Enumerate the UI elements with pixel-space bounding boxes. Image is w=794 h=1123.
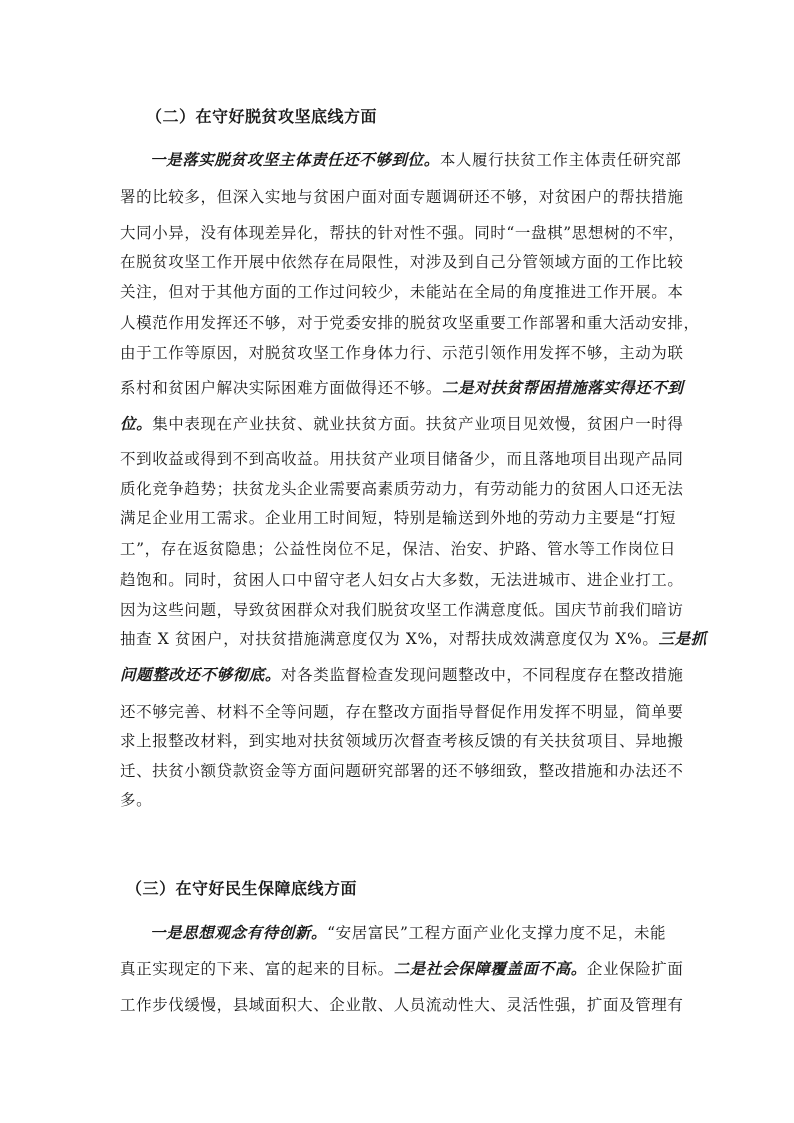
text-line xyxy=(120,250,684,272)
body-text: 多。 xyxy=(120,791,153,809)
text-line xyxy=(120,627,707,649)
body-text: 满足企业用工需求。企业用工时间短，特别是输送到外地的劳动力主要是“打短 xyxy=(120,509,676,527)
emphasis-text: 一是落实脱贫攻坚主体责任还不够到位。 xyxy=(150,150,440,169)
body-text: 求上报整改材料，到实地对扶贫领域历次督查考核反馈的有关扶贫项目、异地搬 xyxy=(120,732,684,750)
body-text: “安居富民”工程方面产业化支撑力度不足，未能 xyxy=(327,924,667,942)
text-line xyxy=(120,759,684,781)
text-line xyxy=(120,506,676,528)
emphasis-text: 问题整改还不够彻底。 xyxy=(120,665,282,684)
body-text: 迁、扶贫小额贷款资金等方面问题研究部署的还不够细致，整改措施和办法还不 xyxy=(120,762,684,780)
text-line xyxy=(120,598,684,620)
emphasis-text: 二是社会保障覆盖面不高。 xyxy=(393,959,587,978)
body-text: 集中表现在产业扶贫、就业扶贫方面。扶贫产业项目见效慢，贫困户一时得 xyxy=(152,415,684,433)
text-line xyxy=(120,311,700,333)
body-text: 不到收益或得到不到高收益。用扶贫产业项目储备少，而且落地项目出现产品同 xyxy=(120,450,684,468)
text-line xyxy=(120,447,684,469)
body-text: 由于工作等原因，对脱贫攻坚工作身体力行、示范引领作用发挥不够，主动为联 xyxy=(120,344,684,362)
body-text: 质化竞争趋势；扶贫龙头企业需要高素质劳动力，有劳动能力的贫困人口还无法 xyxy=(120,480,684,498)
text-line xyxy=(120,537,676,559)
emphasis-text: 一是思想观念有待创新。 xyxy=(150,923,328,942)
text-line xyxy=(150,148,681,170)
body-text: 人模范作用发挥还不够，对于党委安排的脱贫攻坚重要工作部署和重大活动安排， xyxy=(120,314,700,332)
body-text: 因为这些问题，导致贫困群众对我们脱贫攻坚工作满意度低。国庆节前我们暗访 xyxy=(120,601,684,619)
body-text: 工”，存在返贫隐患；公益性岗位不足，保洁、治安、护路、管水等工作岗位日 xyxy=(120,540,676,558)
text-line xyxy=(120,221,684,243)
body-text: 抽查 X 贫困户，对扶贫措施满意度仅为 X%，对帮扶成效满意度仅为 X%。 xyxy=(120,630,659,648)
text-line xyxy=(120,993,684,1015)
text-line xyxy=(120,280,684,302)
body-text: 署的比较多，但深入实地与贫困户面对面专题调研还不够，对贫困户的帮扶措施 xyxy=(120,188,684,206)
body-text: 企业保险扩面 xyxy=(586,960,684,978)
section-heading-3: （三）在守好民生保障底线方面 xyxy=(126,879,358,898)
body-text: 本人履行扶贫工作主体责任研究部 xyxy=(439,151,682,169)
body-text: 系村和贫困户解决实际困难方面做得还不够。 xyxy=(120,379,443,397)
body-text: 趋饱和。同时，贫困人口中留守老人妇女占大多数，无法进城市、进企业打工。 xyxy=(120,571,684,589)
body-text: 还不够完善、材料不全等问题，存在整改方面指导督促作用发挥不明显，简单要 xyxy=(120,703,684,721)
text-line xyxy=(120,341,684,363)
body-text: 关注，但对于其他方面的工作过问较少，未能站在全局的角度推进工作开展。本 xyxy=(120,283,684,301)
emphasis-text: 二是对扶贫帮困措施落实得还不到 xyxy=(442,378,684,397)
text-line xyxy=(120,700,684,722)
body-text: 真正实现定的下来、富的起来的目标。 xyxy=(120,960,394,978)
body-text: 大同小异，没有体现差异化，帮扶的针对性不强。同时“一盘棋”思想树的不牢， xyxy=(120,224,685,242)
text-line xyxy=(150,921,666,943)
body-text: 工作步伐缓慢，县域面积大、企业散、人员流动性大、灵活性强，扩面及管理有 xyxy=(120,996,684,1014)
text-line xyxy=(120,788,152,810)
emphasis-text: 位。 xyxy=(120,414,153,433)
text-line xyxy=(120,376,684,398)
text-line xyxy=(120,477,684,499)
body-text: 在脱贫攻坚工作开展中依然存在局限性，对涉及到自己分管领域方面的工作比较 xyxy=(120,253,684,271)
text-line xyxy=(120,957,684,979)
section-heading-2: （二）在守好脱贫攻坚底线方面 xyxy=(146,107,378,126)
text-line xyxy=(120,729,684,751)
text-line xyxy=(120,568,684,590)
text-line xyxy=(120,185,684,207)
body-text: 对各类监督检查发现问题整改中，不同程度存在整改措施 xyxy=(281,666,684,684)
text-line xyxy=(120,412,684,434)
emphasis-text: 三是抓 xyxy=(658,629,707,648)
text-line xyxy=(120,663,684,685)
